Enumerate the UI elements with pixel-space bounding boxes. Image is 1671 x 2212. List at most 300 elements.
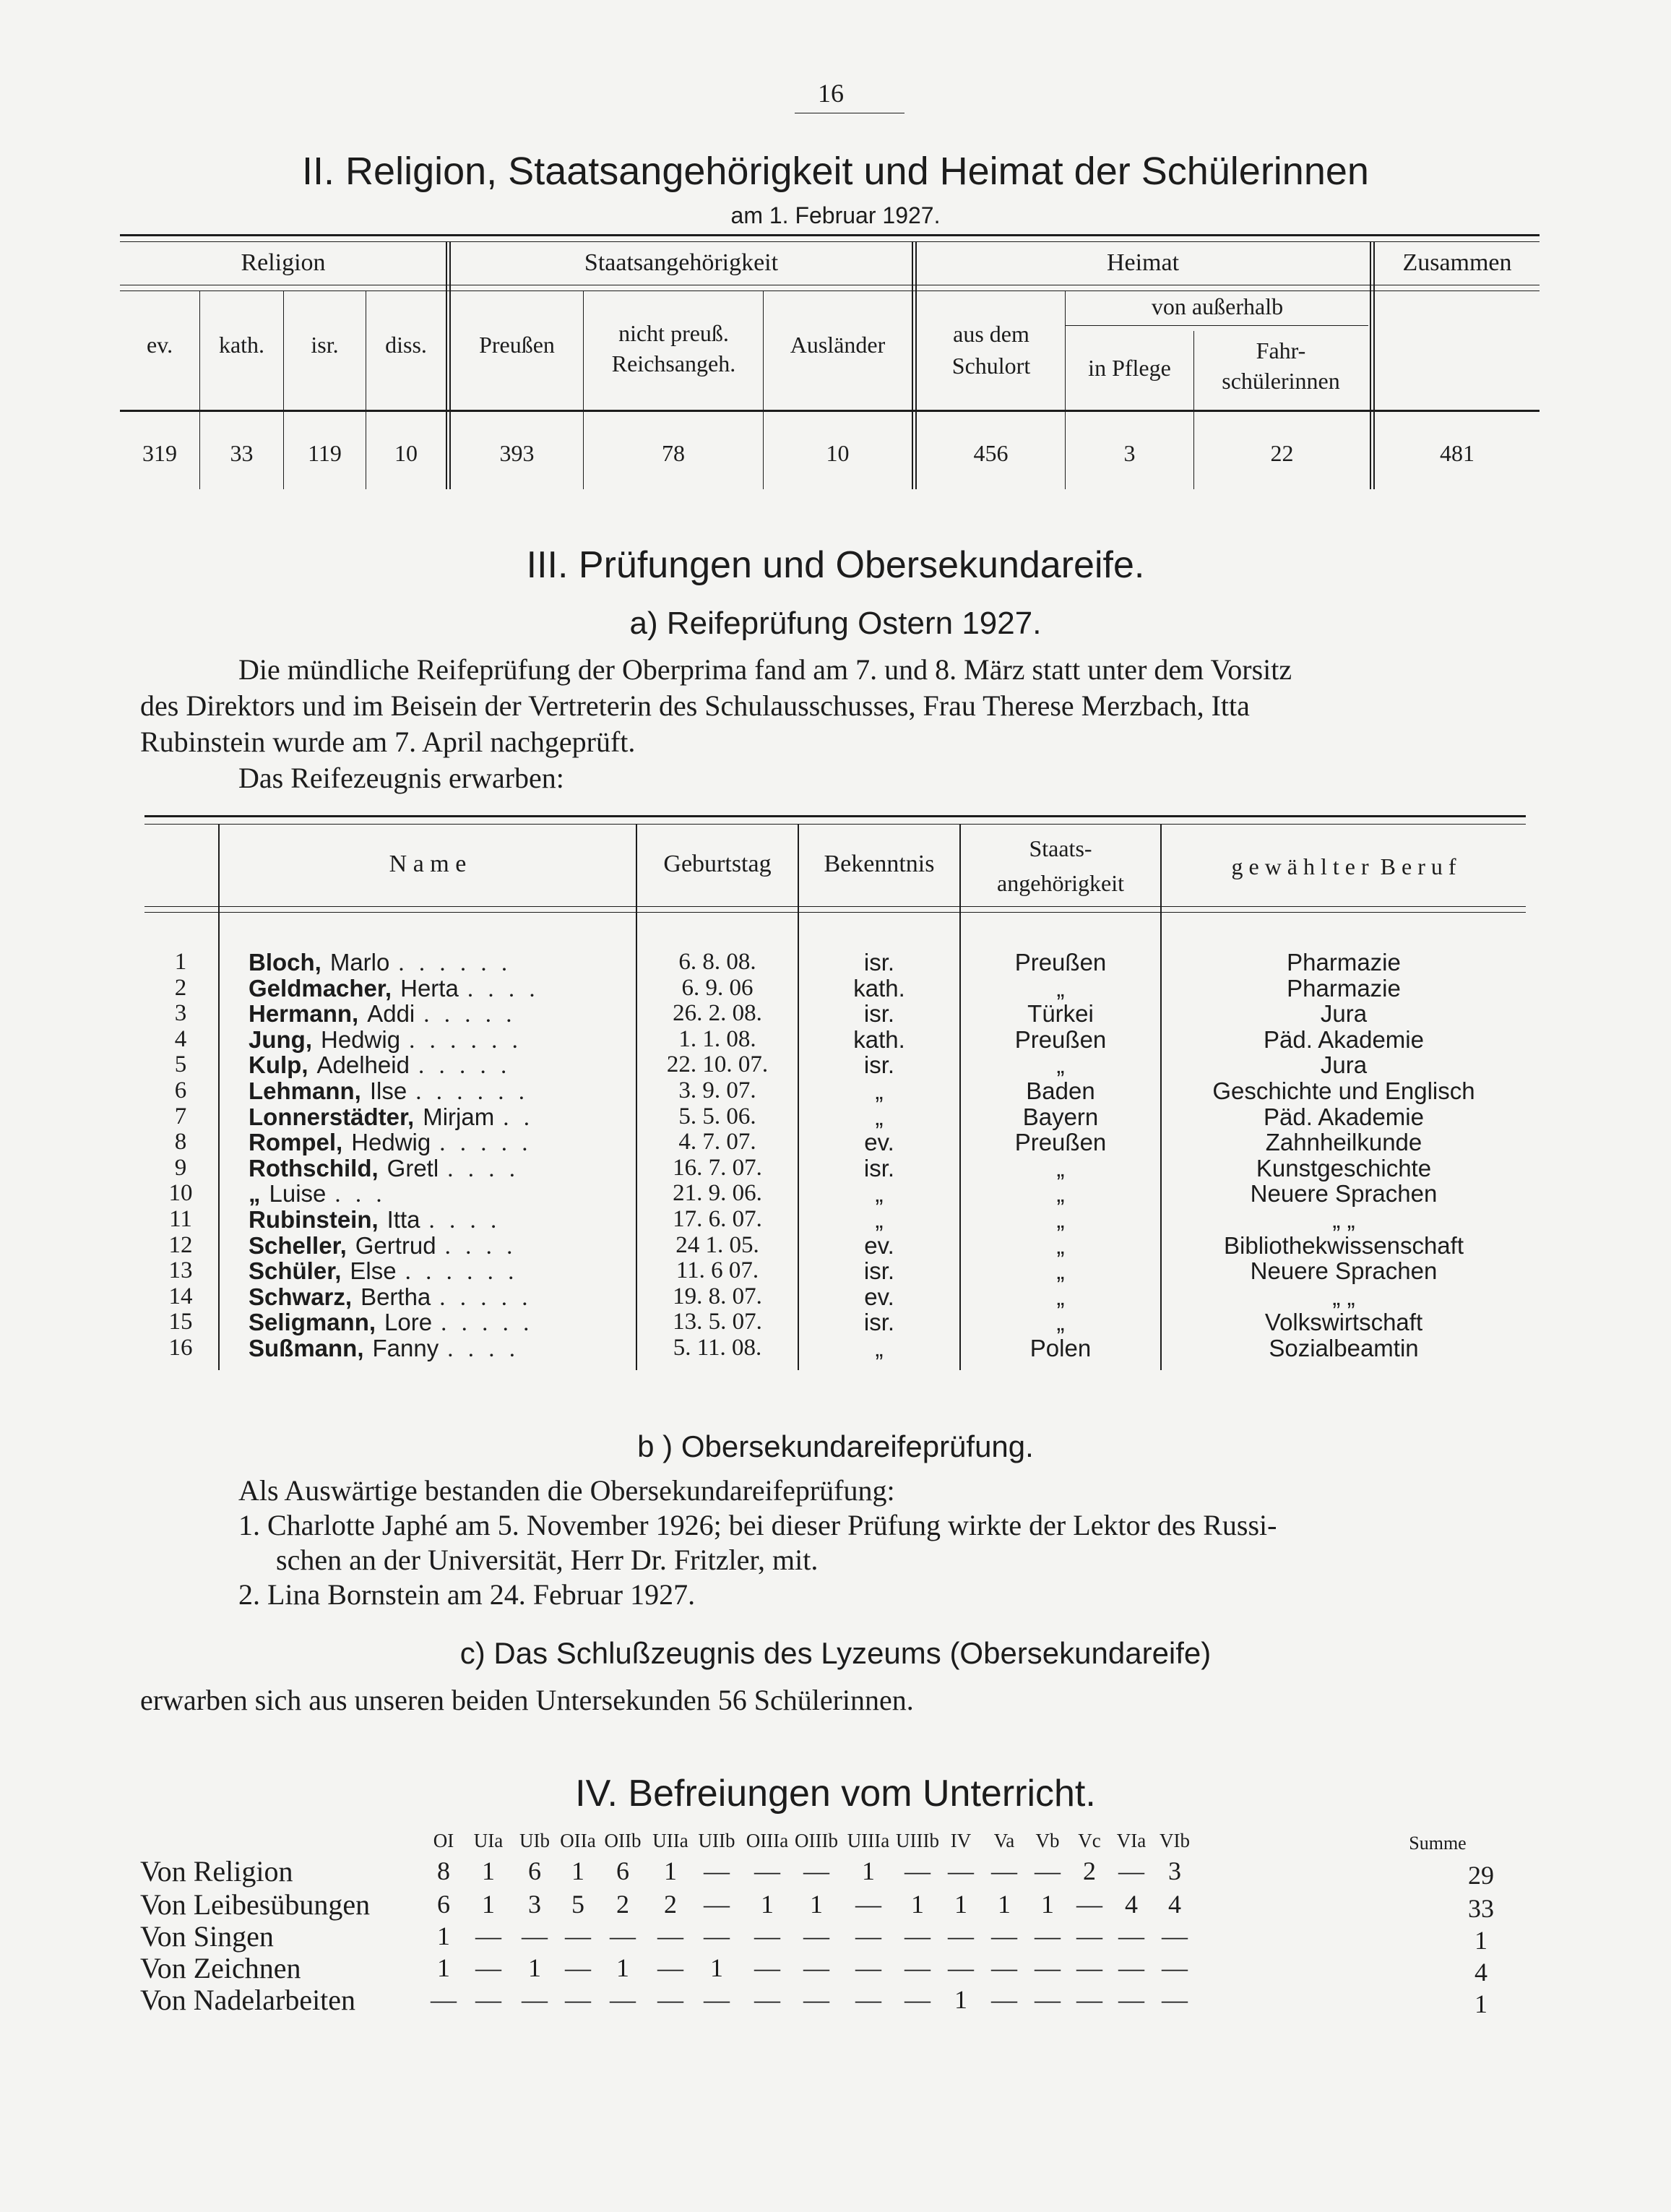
exemption-cell: —: [657, 1985, 683, 2014]
exemption-cell: —: [803, 1953, 829, 1982]
birth-date: 16. 7. 07.: [673, 1155, 762, 1181]
student-given-name: Ilse: [369, 1078, 407, 1104]
exemption-cell: —: [991, 1953, 1017, 1982]
leader-dots: . . . .: [447, 1156, 519, 1182]
section4-title: IV. Befreiungen vom Unterricht.: [575, 1773, 1096, 1815]
exemption-cell: 1: [616, 1953, 629, 1982]
table-row: [0, 1104, 1671, 1129]
exemption-cell: 1: [710, 1953, 723, 1982]
exemption-cell: —: [904, 1921, 931, 1950]
header-bekenntnis: Bekenntnis: [824, 851, 935, 877]
exemption-cell: —: [991, 1985, 1017, 2014]
row-number: 10: [168, 1180, 193, 1206]
religion: ev.: [864, 1129, 894, 1156]
leader-dots: . . . . .: [439, 1285, 532, 1311]
religion: isr.: [863, 1051, 895, 1078]
row-number: 11: [169, 1206, 192, 1232]
birth-date: 5. 5. 06.: [678, 1103, 756, 1129]
student-surname: Kulp,: [249, 1052, 308, 1078]
row-number: 1: [174, 949, 187, 975]
nationality: „: [1056, 1206, 1065, 1233]
exemption-cell: 3: [1168, 1856, 1181, 1885]
group-header-heimat: Heimat: [1106, 249, 1180, 276]
exemption-cell: —: [610, 1921, 636, 1950]
student-given-name: Herta: [400, 976, 459, 1002]
exemption-cell: —: [803, 1856, 829, 1885]
birth-date: 3. 9. 07.: [678, 1077, 756, 1103]
student-surname: Lehmann,: [249, 1078, 361, 1104]
exemption-label: Von Singen: [140, 1920, 274, 1953]
chosen-profession: Neuere Sprachen: [1250, 1180, 1438, 1207]
chosen-profession: Jura: [1320, 1000, 1368, 1027]
nationality: „: [1056, 975, 1065, 1002]
summe-header: Summe: [1409, 1833, 1467, 1854]
student-surname: Rompel,: [249, 1129, 343, 1156]
religion: ev.: [864, 1232, 894, 1259]
row-number: 12: [168, 1232, 193, 1258]
exemption-cell: 6: [528, 1856, 541, 1885]
exemption-sum: 4: [1474, 1958, 1488, 1987]
student-given-name: Lore: [384, 1309, 433, 1335]
nationality: „: [1056, 1283, 1065, 1310]
birth-date: 26. 2. 08.: [673, 1000, 762, 1026]
nationality: „: [1056, 1232, 1065, 1259]
exemption-cell: —: [1035, 1985, 1061, 2014]
exemption-cell: 1: [862, 1856, 875, 1885]
exemption-cell: 5: [571, 1890, 584, 1919]
row-number: 15: [168, 1309, 193, 1335]
exemption-cell: 6: [616, 1856, 629, 1885]
exemption-cell: 1: [810, 1890, 823, 1919]
student-given-name: Bertha: [360, 1284, 431, 1310]
exemption-cell: —: [803, 1921, 829, 1950]
student-name: [249, 1078, 624, 1105]
student-given-name: Itta: [387, 1207, 420, 1233]
religion: „: [875, 1103, 884, 1130]
table-row: [0, 1207, 1671, 1232]
exemption-sum: 29: [1468, 1861, 1494, 1890]
leader-dots: . . .: [334, 1182, 387, 1208]
religion: „: [875, 1180, 884, 1207]
value-kath: 33: [230, 440, 254, 466]
exemption-cell: 1: [761, 1890, 774, 1919]
student-given-name: Marlo: [329, 950, 390, 976]
row-number: 3: [174, 1000, 187, 1026]
leader-dots: . .: [503, 1105, 534, 1131]
exemption-cell: 2: [664, 1890, 677, 1919]
exemption-cell: —: [948, 1856, 974, 1885]
student-given-name: Gretl: [387, 1156, 439, 1182]
exemption-cell: —: [1162, 1953, 1188, 1982]
table-row: [0, 1078, 1671, 1103]
table-row: [0, 1156, 1671, 1181]
student-given-name: Adelheid: [316, 1052, 410, 1078]
table-row: [0, 1027, 1671, 1052]
subheader-ev: ev.: [146, 332, 173, 358]
religion: „: [875, 1077, 884, 1104]
exemption-cell: 1: [954, 1890, 967, 1919]
value-auslaender: 10: [826, 440, 850, 466]
exemption-cell: —: [657, 1921, 683, 1950]
exemption-cell: —: [431, 1985, 457, 2014]
chosen-profession: Geschichte und Englisch: [1212, 1077, 1475, 1104]
nationality: „: [1056, 1257, 1065, 1284]
exemption-cell: 1: [998, 1890, 1011, 1919]
student-name: [249, 1129, 624, 1156]
table-rule: [120, 410, 1540, 412]
header-beruf: g e w ä h l t e r B e r u f: [1231, 853, 1456, 879]
religion: kath.: [853, 975, 905, 1002]
birth-date: 24 1. 05.: [675, 1232, 759, 1258]
exemption-cell: —: [1162, 1921, 1188, 1950]
table-row: [0, 1001, 1671, 1026]
exemption-cell: —: [855, 1953, 881, 1982]
leader-dots: . . . . . .: [409, 1028, 522, 1054]
chosen-profession: Bibliothekwissenschaft: [1224, 1232, 1464, 1259]
row-number: 7: [174, 1103, 187, 1129]
column-header: UIIIb: [896, 1830, 939, 1851]
section3-sub-c: c) Das Schlußzeugnis des Lyzeums (Obersekundareife): [459, 1636, 1212, 1670]
section3-sub-b: b ) Obersekundareifeprüfung.: [637, 1429, 1034, 1463]
exemption-label: Von Leibesübungen: [140, 1888, 371, 1921]
religion: isr.: [863, 1257, 895, 1284]
exemption-cell: —: [1118, 1953, 1144, 1982]
exemption-sum: 1: [1474, 1989, 1488, 2018]
section3-sub-a: a) Reifeprüfung Ostern 1927.: [629, 606, 1042, 641]
student-name: [249, 1335, 624, 1362]
exemption-cell: 1: [437, 1921, 450, 1950]
para-a-2: des Direktors und im Beisein der Vertreterin des Schulausschusses, Frau Therese Merzbach, Itta: [140, 689, 1250, 722]
exemption-cell: 1: [437, 1953, 450, 1982]
birth-date: 19. 8. 07.: [673, 1283, 762, 1309]
value-preussen: 393: [499, 440, 535, 466]
row-number: 2: [174, 975, 187, 1001]
exemption-cell: —: [754, 1985, 780, 2014]
birth-date: 5. 11. 08.: [673, 1335, 762, 1361]
table-rule: [120, 241, 1540, 242]
nationality: Preußen: [1014, 1026, 1107, 1053]
exemption-cell: 4: [1125, 1890, 1138, 1919]
student-name: [249, 1258, 624, 1285]
row-number: 6: [174, 1077, 187, 1103]
subheader-fahr: Fahr- schülerinnen: [1222, 337, 1340, 394]
column-header: Va: [993, 1830, 1015, 1851]
student-name: [249, 1104, 624, 1131]
student-surname: Geldmacher,: [249, 976, 392, 1002]
para-b-2: 1. Charlotte Japhé am 5. November 1926; bei dieser Prüfung wirkte der Lektor des Russi-: [238, 1509, 1277, 1541]
para-a-4: Das Reifezeugnis erwarben:: [238, 762, 564, 794]
exemption-cell: —: [855, 1921, 881, 1950]
column-header: UIIb: [698, 1830, 735, 1851]
table-rule: [1065, 325, 1368, 326]
student-given-name: Mirjam: [423, 1104, 495, 1130]
exemption-cell: —: [704, 1985, 730, 2014]
exemption-cell: —: [704, 1890, 730, 1919]
subheader-diss: diss.: [385, 332, 427, 358]
exemption-cell: —: [948, 1953, 974, 1982]
nationality: „: [1056, 1309, 1065, 1335]
chosen-profession: Päd. Akademie: [1264, 1026, 1424, 1053]
student-name: [249, 1156, 624, 1182]
subheader-auslaender: Ausländer: [790, 332, 886, 358]
value-nicht-preuss: 78: [662, 440, 685, 466]
table-row: [0, 950, 1671, 975]
exemption-cell: —: [855, 1890, 881, 1919]
table-row: [0, 1258, 1671, 1283]
table-row: [0, 976, 1671, 1001]
table-rule: [120, 234, 1540, 236]
exemption-cell: —: [522, 1985, 548, 2014]
student-name: [249, 1207, 624, 1234]
row-number: 13: [168, 1257, 193, 1283]
para-b-4: 2. Lina Bornstein am 24. Februar 1927.: [238, 1578, 696, 1611]
leader-dots: . . . .: [428, 1208, 501, 1234]
student-name: [249, 1027, 624, 1054]
exemption-label: Von Religion: [140, 1855, 293, 1888]
chosen-profession: Jura: [1320, 1051, 1368, 1078]
student-surname: Rothschild,: [249, 1156, 379, 1182]
nationality: Bayern: [1022, 1103, 1099, 1130]
religion: isr.: [863, 1309, 895, 1335]
column-header: Vc: [1078, 1830, 1101, 1851]
student-given-name: Gertrud: [355, 1233, 436, 1259]
exemption-cell: 6: [437, 1890, 450, 1919]
column-header: OI: [433, 1830, 454, 1851]
table-rule: [912, 241, 913, 489]
header-name: N a m e: [389, 851, 467, 877]
exemption-cell: —: [754, 1856, 780, 1885]
exemption-cell: 1: [911, 1890, 924, 1919]
leader-dots: . . . .: [444, 1234, 517, 1260]
exemption-cell: —: [475, 1921, 501, 1950]
exemption-cell: —: [904, 1985, 931, 2014]
header-geburtstag: Geburtstag: [663, 851, 772, 877]
student-name: [249, 1309, 624, 1336]
exemption-cell: —: [754, 1921, 780, 1950]
column-header: OIIb: [604, 1830, 642, 1851]
subheader-isr: isr.: [311, 332, 339, 358]
column-header: Vb: [1035, 1830, 1060, 1851]
para-c: erwarben sich aus unseren beiden Untersekunden 56 Schülerinnen.: [140, 1684, 914, 1716]
row-number: 8: [174, 1129, 187, 1155]
religion: „: [875, 1335, 884, 1361]
para-a-3: Rubinstein wurde am 7. April nachgeprüft.: [140, 726, 636, 758]
exemption-cell: —: [1076, 1921, 1102, 1950]
leader-dots: . . . . . .: [405, 1259, 519, 1285]
exemption-cell: —: [565, 1985, 591, 2014]
exemption-cell: —: [1076, 1985, 1102, 2014]
nationality: „: [1056, 1155, 1065, 1182]
student-name: [249, 950, 624, 976]
student-given-name: Else: [350, 1258, 397, 1284]
chosen-profession: „ „: [1332, 1283, 1355, 1310]
exemption-cell: —: [475, 1953, 501, 1982]
exemption-cell: 1: [482, 1890, 495, 1919]
value-zusammen: 481: [1440, 440, 1474, 466]
row-number: 9: [174, 1155, 187, 1181]
exemption-cell: 4: [1168, 1890, 1181, 1919]
exemption-cell: —: [904, 1856, 931, 1885]
exemption-cell: —: [522, 1921, 548, 1950]
nationality: Preußen: [1014, 1129, 1107, 1156]
chosen-profession: „ „: [1332, 1206, 1355, 1233]
exemption-cell: —: [754, 1953, 780, 1982]
exemption-cell: 1: [664, 1856, 677, 1885]
subheader-nicht-preuss: nicht preuß. Reichsangeh.: [611, 320, 736, 376]
exemption-cell: —: [803, 1985, 829, 2014]
leader-dots: . . . .: [447, 1336, 519, 1362]
row-number: 5: [174, 1051, 187, 1077]
birth-date: 17. 6. 07.: [673, 1206, 762, 1232]
student-given-name: Hedwig: [321, 1027, 401, 1053]
row-number: 4: [174, 1026, 187, 1052]
table-row: [0, 1284, 1671, 1309]
subheader-schulort: aus dem Schulort: [951, 321, 1031, 379]
birth-date: 11. 6 07.: [675, 1257, 759, 1283]
student-surname: Schwarz,: [249, 1284, 353, 1310]
column-header: UIa: [473, 1830, 504, 1851]
chosen-profession: Sozialbeamtin: [1269, 1335, 1419, 1361]
student-given-name: Luise: [269, 1181, 327, 1207]
exemption-sum: 1: [1474, 1926, 1488, 1955]
subheader-von-ausserhalb: von außerhalb: [1151, 293, 1284, 319]
column-header: UIb: [519, 1830, 550, 1851]
religion: „: [875, 1206, 884, 1233]
religion: isr.: [863, 1155, 895, 1182]
exemption-cell: 3: [528, 1890, 541, 1919]
student-name: [249, 1181, 624, 1208]
exemption-cell: —: [855, 1985, 881, 2014]
exemption-cell: —: [1118, 1985, 1144, 2014]
exemption-cell: 2: [1083, 1856, 1096, 1885]
chosen-profession: Neuere Sprachen: [1250, 1257, 1438, 1284]
exemption-cell: —: [1076, 1953, 1102, 1982]
exemption-cell: —: [991, 1856, 1017, 1885]
student-surname: Hermann,: [249, 1001, 359, 1027]
leader-dots: . . . . . .: [415, 1079, 529, 1105]
para-a-1: Die mündliche Reifeprüfung der Oberprima fand am 7. und 8. März statt unter dem Vorsitz: [238, 653, 1292, 686]
row-number: 16: [168, 1335, 193, 1361]
chosen-profession: Kunstgeschichte: [1256, 1155, 1432, 1182]
column-header: VIa: [1116, 1830, 1147, 1851]
student-given-name: Addi: [367, 1001, 415, 1027]
birth-date: 13. 5. 07.: [673, 1309, 762, 1335]
table-row: [0, 1233, 1671, 1258]
exemption-cell: 8: [437, 1856, 450, 1885]
table-rule: [144, 906, 1526, 907]
column-header: OIIa: [560, 1830, 596, 1851]
value-schulort: 456: [973, 440, 1009, 466]
chosen-profession: Zahnheilkunde: [1265, 1129, 1422, 1156]
religion: isr.: [863, 949, 895, 976]
birth-date: 1. 1. 08.: [678, 1026, 756, 1052]
header-staat: Staats- angehörigkeit: [997, 835, 1124, 896]
birth-date: 6. 9. 06: [681, 975, 754, 1001]
chosen-profession: Pharmazie: [1287, 949, 1401, 976]
exemption-cell: —: [704, 1856, 730, 1885]
exemption-cell: 2: [616, 1890, 629, 1919]
birth-date: 21. 9. 06.: [673, 1180, 762, 1206]
student-given-name: Fanny: [372, 1335, 439, 1361]
nationality: „: [1056, 1051, 1065, 1078]
student-surname: Sußmann,: [249, 1335, 364, 1361]
exemption-cell: —: [948, 1921, 974, 1950]
exemption-cell: —: [991, 1921, 1017, 1950]
exemption-cell: —: [610, 1985, 636, 2014]
nationality: Türkei: [1027, 1000, 1094, 1027]
value-fahr: 22: [1270, 440, 1294, 466]
student-surname: Schüler,: [249, 1258, 342, 1284]
subheader-in-pflege: in Pflege: [1088, 355, 1171, 381]
leader-dots: . . . . .: [418, 1053, 511, 1079]
student-surname: Scheller,: [249, 1233, 347, 1259]
student-given-name: Hedwig: [351, 1129, 431, 1156]
exemption-cell: —: [565, 1953, 591, 1982]
exemption-cell: —: [1118, 1921, 1144, 1950]
exemption-label: Von Zeichnen: [140, 1952, 301, 1984]
exemption-cell: 1: [571, 1856, 584, 1885]
exemption-cell: —: [1162, 1985, 1188, 2014]
exemption-sum: 33: [1468, 1894, 1494, 1923]
column-header: OIIIa: [746, 1830, 789, 1851]
exemption-cell: —: [1035, 1921, 1061, 1950]
student-surname: „: [249, 1181, 261, 1207]
exemption-cell: 1: [954, 1985, 967, 2014]
value-ev: 319: [142, 440, 177, 466]
nationality: „: [1056, 1180, 1065, 1207]
religion: isr.: [863, 1000, 895, 1027]
chosen-profession: Volkswirtschaft: [1264, 1309, 1423, 1335]
student-surname: Seligmann,: [249, 1309, 376, 1335]
chosen-profession: Päd. Akademie: [1264, 1103, 1424, 1130]
table-row: [0, 1181, 1671, 1206]
student-name: [249, 1001, 624, 1028]
religion: ev.: [864, 1283, 894, 1310]
exemption-cell: 1: [1041, 1890, 1054, 1919]
table-rule: [144, 824, 1526, 825]
exemption-cell: —: [1035, 1953, 1061, 1982]
section2-subtitle: am 1. Februar 1927.: [730, 202, 941, 228]
para-b-1: Als Auswärtige bestanden die Obersekundareifeprüfung:: [238, 1474, 895, 1507]
exemption-cell: —: [1035, 1856, 1061, 1885]
student-name: [249, 976, 624, 1002]
exemption-cell: —: [904, 1953, 931, 1982]
exemption-cell: —: [704, 1921, 730, 1950]
section3-title: III. Prüfungen und Obersekundareife.: [526, 544, 1145, 586]
subheader-preussen: Preußen: [479, 332, 555, 358]
student-name: [249, 1284, 624, 1311]
column-header: VIb: [1160, 1830, 1190, 1851]
exemption-cell: —: [475, 1985, 501, 2014]
exemption-cell: —: [1118, 1856, 1144, 1885]
group-header-staat: Staatsangehörigkeit: [584, 249, 779, 276]
table-rule: [1370, 241, 1371, 489]
group-header-zusammen: Zusammen: [1402, 249, 1512, 276]
religion: kath.: [853, 1026, 905, 1053]
column-header: OIIIb: [795, 1830, 838, 1851]
exemption-cell: 1: [482, 1856, 495, 1885]
value-in-pflege: 3: [1123, 440, 1136, 466]
page-number: 16: [818, 79, 844, 108]
leader-dots: . . . .: [467, 976, 540, 1002]
group-header-religion: Religion: [241, 249, 326, 276]
exemption-cell: —: [657, 1953, 683, 1982]
exemption-cell: 1: [528, 1953, 541, 1982]
student-name: [249, 1233, 624, 1260]
birth-date: 6. 8. 08.: [678, 949, 756, 975]
column-header: UIIIa: [847, 1830, 890, 1851]
table-row: [0, 1309, 1671, 1335]
